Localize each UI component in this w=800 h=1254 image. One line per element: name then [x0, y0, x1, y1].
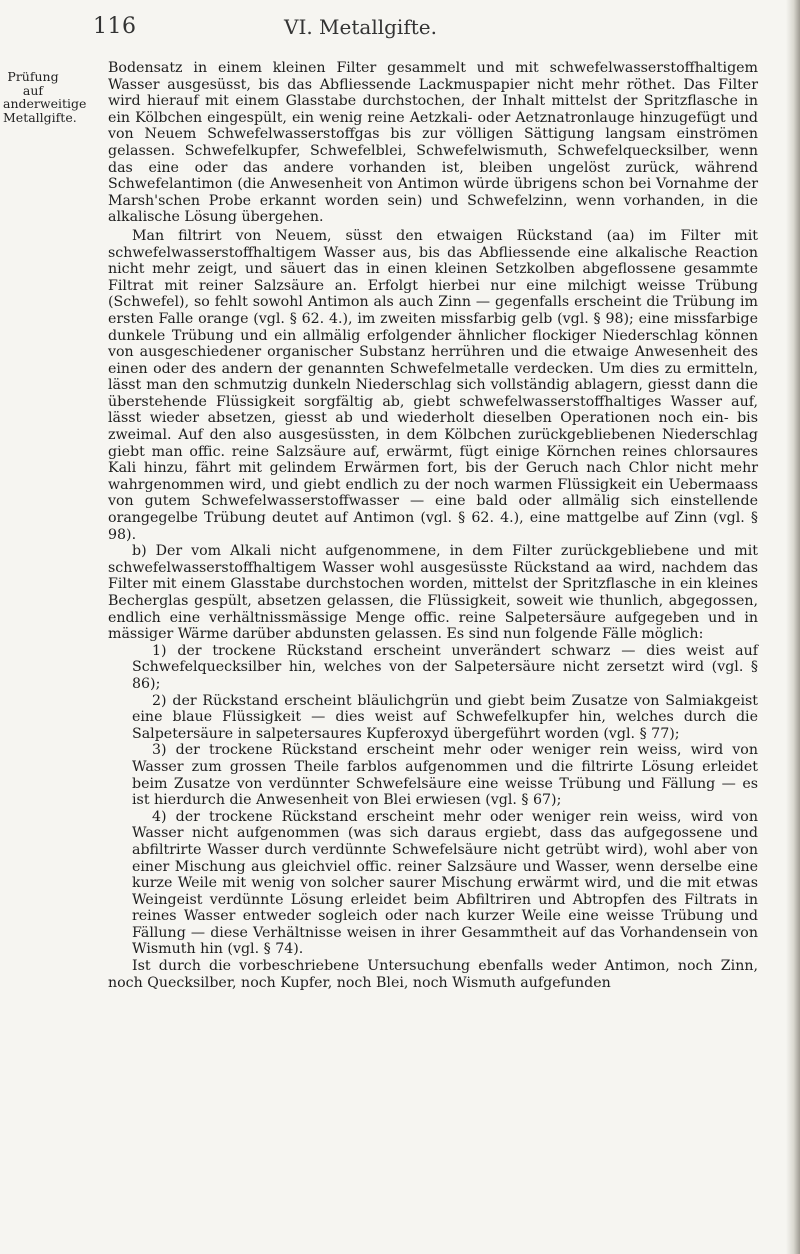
page-edge-shadow [786, 0, 800, 1254]
list-item: 1) der trockene Rückstand erscheint unverändert schwarz — dies weist auf Schwefelquecksilber hin, welches von der Salpetersäure nicht zersetzt wird (vgl. § 86); [132, 642, 758, 692]
page-header [0, 12, 800, 38]
list-item: 3) der trockene Rückstand erscheint mehr oder weniger rein weiss, wird von Wasser zum grossen Theile farblos aufgenommen und die filtrirte Lösung erleidet beim Zusatze von verdünnter Schwefelsäure eine weisse Trübung und Fällung — es ist hierdurch die Anwesenheit von Blei erwiesen (vgl. § 67); [132, 742, 758, 809]
paragraph: Man filtrirt von Neuem, süsst den etwaigen Rückstand (aa) im Filter mit schwefelwasserstoffhaltigem Wasser aus, bis das Abfliessende eine alkalische Reaction nicht mehr zeigt, und säuert das in einen kleinen Setzkolben abgeflossene gesammte Filtrat mit reiner Salzsäure an. Erfolgt hierbei nur eine milchigt weisse Trübung (Schwefel), so fehlt sowohl Antimon als auch Zinn — gegenfalls erscheint die Trübung im ersten Falle orange (vgl. § 62. 4.), im zweiten missfarbig gelb (vgl. § 98); eine missfarbige dunkele Trübung und ein allmälig erfolgender ähnlicher flockiger Niederschlag können von ausgeschiedener organischer Substanz herrühren und die etwaige Anwesenheit des einen oder des andern der genannten Schwefelmetalle verdecken. Um dies zu ermitteln, lässt man den schmutzig dunkeln Niederschlag sich vollständig ablagern, giesst dann die überstehende Flüssigkeit sorgfältig ab, giebt schwefelwasserstoffhaltiges Wasser auf, lässt wieder absetzen, giesst ab und wiederholt dieselben Operationen noch ein- bis zweimal. Auf den also ausgesüssten, in dem Kölbchen zurückgebliebenen Niederschlag giebt man offic. reine Salzsäure auf, erwärmt, fügt einige Körnchen reines chlorsaures Kali hinzu, fährt mit gelindem Erwärmen fort, bis der Geruch nach Chlor nicht mehr wahrgenommen wird, und giebt endlich zu der noch warmen Flüssigkeit ein Uebermaass von gutem Schwefelwasserstoffwasser — eine bald oder allmälig sich einstellende orangegelbe Trübung deutet auf Antimon (vgl. § 62. 4.), eine mattgelbe auf Zinn (vgl. § 98). [108, 227, 758, 543]
margin-note: Prüfung auf anderweitige Metallgifte. [3, 69, 87, 125]
running-head: VI. Metallgifte. [284, 15, 437, 39]
page-number: 116 [93, 14, 137, 39]
list-item: 4) der trockene Rückstand erscheint mehr oder weniger rein weiss, wird von Wasser nicht aufgenommen (was sich daraus ergiebt, dass das aufgegossene und abfiltrirte Wasser durch verdünnte Schwefelsäure nicht getrübt wird), wohl aber von einer Mischung aus gleichviel offic. reiner Salzsäure und Wasser, wenn derselbe eine kurze Weile mit wenig von solcher saurer Mischung erwärmt wird, und die mit etwas Weingeist verdünnte Lösung erleidet beim Abfiltriren und Abtropfen des Filtrats in reines Wasser entweder sogleich oder nach kurzer Weile eine weisse Trübung und Fällung — diese Verhältnisse weisen in ihrer Gesammtheit auf das Vorhandensein von Wismuth hin (vgl. § 74). [132, 808, 758, 958]
paragraph: b) Der vom Alkali nicht aufgenommene, in dem Filter zurückgebliebene und mit schwefelwasserstoffhaltigem Wasser wohl ausgesüsste Rückstand aa wird, nachdem das Filter mit einem Glasstabe durchstochen worden, mittelst der Spritzflasche in ein kleines Becherglas gespült, absetzen gelassen, die Flüssigkeit, soweit wie thunlich, abgegossen, endlich eine verhältnissmässige Menge offic. reine Salpetersäure aufgegeben und in mässiger Wärme darüber abdunsten gelassen. Es sind nun folgende Fälle möglich: [108, 543, 758, 643]
paragraph: Ist durch die vorbeschriebene Untersuchung ebenfalls weder Antimon, noch Zinn, noch Quecksilber, noch Kupfer, noch Blei, noch Wismuth aufgefunden [108, 958, 758, 991]
paragraph: Bodensatz in einem kleinen Filter gesammelt und mit schwefelwasserstoffhaltigem Wasser ausgesüsst, bis das Abfliessende Lackmuspapier nicht mehr röthet. Das Filter wird hierauf mit einem Glasstabe durchstochen, der Inhalt mittelst der Spritzflasche in ein Kölbchen eingespült, ein wenig reine Aetzkali- oder Aetznatronlauge hinzugefügt und von Neuem Schwefelwasserstoffgas bis zur völligen Sättigung langsam einströmen gelassen. Schwefelkupfer, Schwefelblei, Schwefelwismuth, Schwefelquecksilber, wenn das eine oder das andere vorhanden ist, bleiben ungelöst zurück, während Schwefelantimon (die Anwesenheit von Antimon würde übrigens schon bei Vornahme der Marsh'schen Probe erkannt worden sein) und Schwefelzinn, wenn vorhanden, in die alkalische Lösung übergehen. [108, 60, 758, 226]
body-text [108, 60, 758, 991]
list-item: 2) der Rückstand erscheint bläulichgrün und giebt beim Zusatze von Salmiakgeist eine blaue Flüssigkeit — dies weist auf Schwefelkupfer hin, welches durch die Salpetersäure in salpetersaures Kupferoxyd übergeführt worden (vgl. § 77); [132, 692, 758, 742]
